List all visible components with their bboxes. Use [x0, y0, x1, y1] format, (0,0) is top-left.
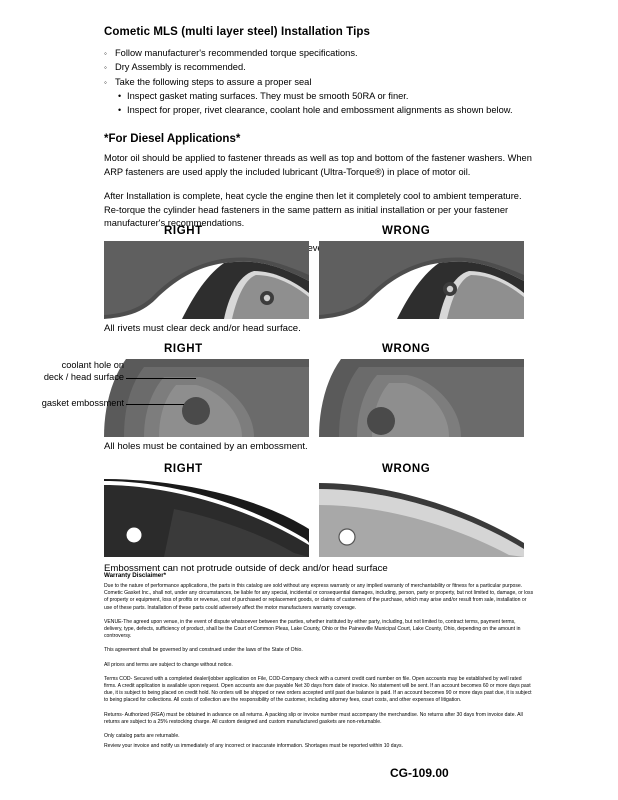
figures-section	[41, 225, 534, 581]
figure-1-right-label: RIGHT	[164, 225, 203, 237]
diesel-paragraph-1: Motor oil should be applied to fastener threads as well as top and bottom of the fastener washers. When ARP fasteners are used apply the included lubricant (Ultra-Torque®) in place of motor oil.	[104, 153, 532, 177]
figure-2-right-panel	[104, 359, 309, 437]
page-title: Cometic MLS (multi layer steel) Installation Tips	[104, 26, 371, 38]
figure-1-wrong-label: WRONG	[382, 225, 431, 237]
figure-1-right-panel	[104, 241, 309, 319]
figure-3-right-label: RIGHT	[164, 463, 203, 475]
list-item	[104, 61, 534, 74]
figure-3-wrong-panel	[319, 479, 524, 557]
figure-protrusion	[104, 463, 534, 581]
annotation-coolant-hole-line2: deck / head surface	[43, 372, 124, 382]
annotation-coolant-hole	[0, 359, 124, 383]
list-item	[104, 76, 534, 89]
tip-text: Take the following steps to assure a proper seal	[115, 76, 312, 87]
diesel-paragraph-2: After Installation is complete, heat cycle the engine then let it completely cool to ambient temperature. Re-torque the cylinder head fasteners in the same pattern as initial installation or per your fastener manufacturer's recommendations.	[104, 191, 522, 229]
tip-text: Dry Assembly is recommended.	[115, 62, 246, 73]
warranty-paragraph: All prices and terms are subject to change without notice.	[104, 661, 233, 668]
sub-tips-list	[118, 90, 534, 117]
warranty-paragraph: Review your invoice and notify us immediately of any incorrect or inaccurate information. Shortages must be reported within 10 days.	[104, 743, 403, 750]
sub-tip-text: Inspect gasket mating surfaces. They must be smooth 50RA or finer.	[127, 91, 409, 102]
dot-bullet-icon: •	[118, 104, 122, 115]
circle-bullet-icon: ◦	[104, 49, 107, 58]
warranty-paragraph: Terms COD- Secured with a completed dealer/jobber application on File, COD-Company check with a current credit card number on file. Open accounts may be established by well rated firms. A credit application is available upon request. Open accounts are due payable Net 30 days from date of invoice. No statement will be sent. If an account becomes 60 or more days past due, it is subject to being placed on credit hold. No orders will be shipped or new orders accepted until past due balance is paid. If an account becomes 90 or more days past due, it is subject to being placed for collections. All costs of collection are the responsibility of the customer, including attorney fees, court costs, and other expenses of litigation.	[104, 675, 532, 704]
figure-2-wrong-panel	[319, 359, 524, 437]
figure-3-wrong-label: WRONG	[382, 463, 431, 475]
figure-1-wrong-panel	[319, 241, 524, 319]
diesel-heading: *For Diesel Applications*	[104, 133, 241, 146]
warranty-paragraph: Only catalog parts are returnable.	[104, 733, 180, 740]
sub-tip-text: Inspect for proper, rivet clearance, coolant hole and embossment alignments as shown below.	[127, 104, 513, 115]
list-item	[118, 90, 534, 103]
list-item	[104, 47, 534, 60]
warranty-paragraph: VENUE-The agreed upon venue, in the event of dispute whatsoever between the parties, whether instituted by either party, including, but not limited to, contract terms, payment terms, delivery, type, defects, sufficiency of product, shall be the Court of Common Pleas, Lake County, Ohio or the Painesville Municipal Court, Lake County, Ohio, depending on the amount in controversy.	[104, 618, 521, 640]
figure-embossment	[41, 343, 534, 457]
figure-1-caption: All rivets must clear deck and/or head surface.	[104, 323, 301, 334]
annotation-gasket-embossment-leader	[126, 404, 184, 405]
annotation-gasket-embossment-text: gasket embossment	[41, 398, 124, 408]
circle-bullet-icon: ◦	[104, 63, 107, 73]
warranty-section	[104, 572, 534, 757]
warranty-heading: Warranty Disclaimer*	[104, 572, 167, 579]
tip-text: Follow manufacturer's recommended torque specifications.	[115, 48, 358, 58]
main-content	[104, 26, 534, 256]
figure-2-caption: All holes must be contained by an embossment.	[104, 441, 308, 452]
list-item	[118, 104, 534, 117]
figure-2-wrong-label: WRONG	[382, 343, 431, 355]
figure-3-caption: Embossment can not protrude outside of deck and/or head surface	[104, 563, 388, 574]
warranty-paragraph: This agreement shall be governed by and construed under the laws of the State of Ohio.	[104, 647, 303, 654]
warranty-paragraph: Due to the nature of performance applications, the parts in this catalog are sold without any express warranty or any implied warranty of merchantability or fitness for a particular purpose. Cometic Gasket Inc., shall not, under any circumstances, be liable for any special, incidental or consequential damages, including, person, party or property, but not limited to, damage, or loss of property or equipment, loss of profits or revenue, cost of purchased or replacement goods, or claims of customers of the purchase, which may arise and/or result from sale, installation or use of these parts. Installation of these parts could adversely affect the motor manufacturers warranty coverage.	[104, 583, 534, 611]
annotation-coolant-hole-line1: coolant hole on	[61, 360, 124, 370]
annotation-coolant-hole-leader	[126, 378, 196, 379]
tips-list	[104, 47, 534, 89]
circle-bullet-icon: ◦	[104, 77, 107, 87]
figure-3-right-panel	[104, 479, 309, 557]
figure-2-right-label: RIGHT	[164, 343, 203, 355]
warranty-paragraph: Returns- Authorized (RGA) must be obtained in advance on all returns. A packing slip or invoice number must accompany the merchandise. No returns after 30 days from invoice date. All returns are subject to a 25% restocking charge. All custom designed and custom manufactured gaskets are non-returnable.	[104, 711, 523, 725]
document-number: CG-109.00	[390, 766, 449, 780]
dot-bullet-icon: •	[118, 91, 122, 102]
figure-rivets	[104, 225, 534, 337]
annotation-gasket-embossment	[0, 397, 124, 409]
